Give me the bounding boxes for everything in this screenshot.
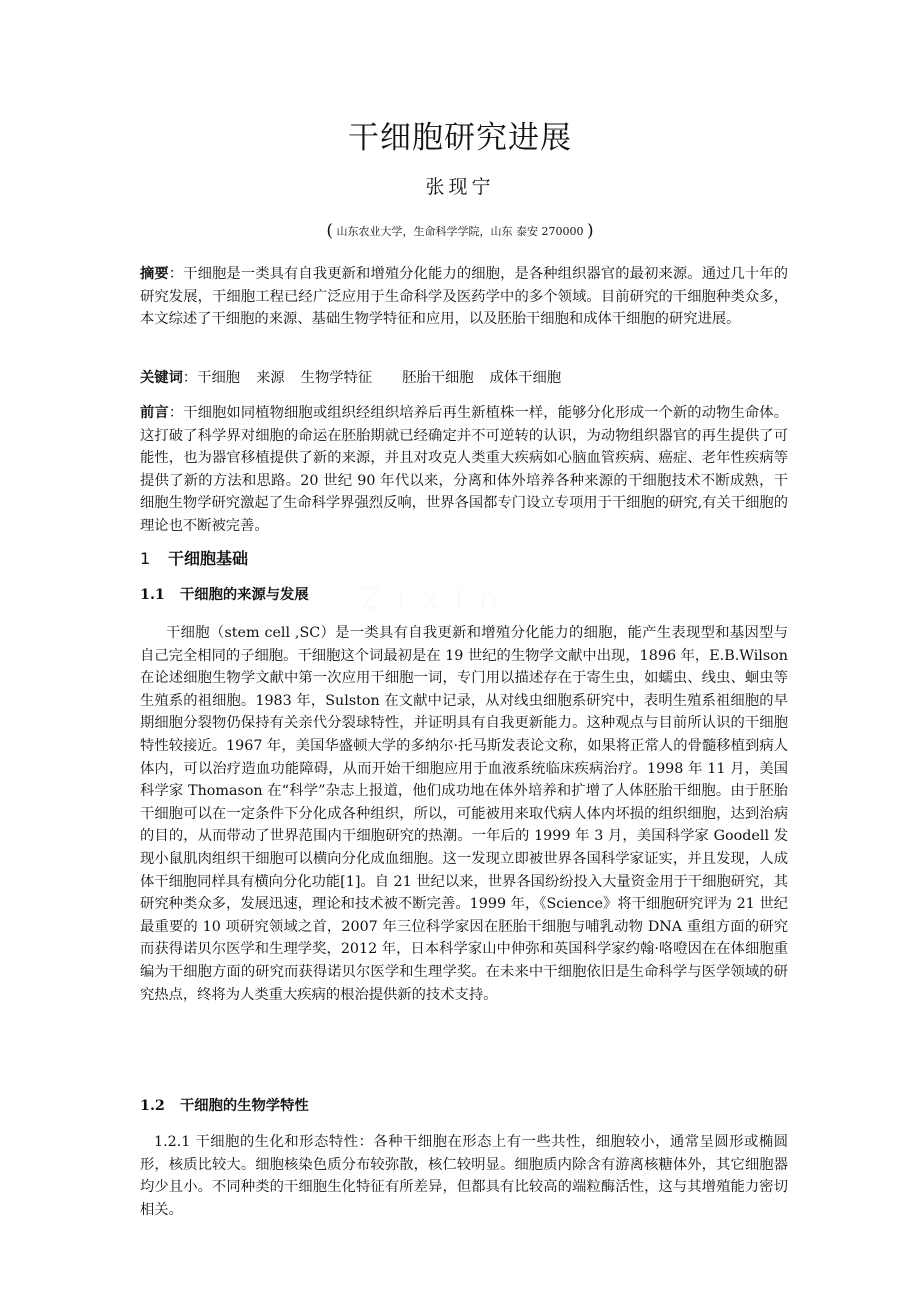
keywords (140, 367, 788, 390)
subsection-title: 干细胞的生化和形态特性 (195, 1134, 359, 1150)
keyword-item: 干细胞 (197, 370, 241, 386)
section-number: 1.2 (140, 1098, 165, 1114)
paper-title: 干细胞研究进展 (348, 120, 572, 156)
keyword-item: 生物学特征 (300, 370, 373, 386)
preface (140, 402, 788, 538)
affiliation (0, 221, 920, 241)
keyword-item: 来源 (256, 370, 285, 386)
section-number: 1 (140, 549, 151, 568)
abstract (140, 263, 788, 331)
preface-sep: ： (168, 405, 184, 421)
preface-text: 干细胞如同植物细胞或组织经组织培养后再生新植株一样，能够分化形成一个新的动物生命体。这打破了科学界对细胞的命运在胚胎期就已经确定并不可逆转的认识，为动物组织器官的再生提供了可能性，也为器官移植提供了新的来源，并且对攻克人类重大疾病如心脑血管疾病、癌症、老年性疾病等提供了新的方法和思路。20 世纪 90 年代以来，分离和体外培养各种来源的干细胞技术不断成熟，干细胞生物学研究激起了生命科学界强烈反响，世界各国都专门设立专项用于干细胞的研究,有关干细胞的理论也不断被完善。 (140, 405, 789, 534)
section-title: 干细胞的生物学特性 (180, 1098, 309, 1114)
abstract-sep: ： (168, 266, 184, 282)
section-1-heading (140, 546, 248, 569)
section-title: 干细胞的来源与发展 (180, 587, 309, 603)
keywords-label: 关键词 (140, 370, 183, 386)
subsection-sep: ： (358, 1134, 374, 1150)
section-title: 干细胞基础 (168, 549, 249, 568)
section-1-2-1-paragraph (140, 1131, 788, 1221)
affiliation-close-paren: ) (586, 221, 594, 241)
section-1-2-heading (140, 1095, 309, 1117)
abstract-text: 干细胞是一类具有自我更新和增殖分化能力的细胞，是各种组织器官的最初来源。通过几十年的研究发展，干细胞工程已经广泛应用于生命科学及医药学中的多个领域。目前研究的干细胞种类众多，本文综述了干细胞的来源、基础生物学特征和应用，以及胚胎干细胞和成体干细胞的研究进展。 (140, 266, 789, 328)
preface-label: 前言 (140, 405, 169, 421)
section-1-1-heading (140, 584, 309, 606)
keyword-item: 成体干细胞 (489, 370, 562, 386)
watermark: Zixin (360, 582, 514, 617)
keyword-item: 胚胎干细胞 (402, 370, 474, 386)
affiliation-open-paren: ( (326, 221, 333, 241)
section-1-1-paragraph: 干细胞（stem cell ,SC）是一类具有自我更新和增殖分化能力的细胞，能产生表现型和基因型与自己完全相同的子细胞。干细胞这个词最初是在 19 世纪的生物学文献中出现，1896 年，E.B.Wilson 在论述细胞生物学文献中第一次应用干细胞一词，专门用以描述存在于寄生虫，如蠕虫、线虫、蛔虫等生殖系的祖细胞。1983 年，Sulston 在文献中记录，从对线虫细胞系研究中，表明生殖系祖细胞的早期细胞分裂物仍保持有关亲代分裂球特性，并证明具有自我更新能力。这种观点与目前所认识的干细胞特性较接近。1967 年，美国华盛顿大学的多纳尔·托马斯发表论文称，如果将正常人的骨髓移植到病人体内，可以治疗造血功能障碍，从而开始干细胞应用于血液系统临床疾病治疗。1998 年 11 月，美国科学家 Thomason 在“科学”杂志上报道，他们成功地在体外培养和扩增了人体胚胎干细胞。由于胚胎干细胞可以在一定条件下分化成各种组织，所以，可能被用来取代病人体内坏损的组织细胞，达到治病的目的，从而带动了世界范围内干细胞研究的热潮。一年后的 1999 年 3 月，美国科学家 Goodell 发现小鼠肌肉组织干细胞可以横向分化成血细胞。这一发现立即被世界各国科学家证实，并且发现，人成体干细胞同样具有横向分化功能[1]。自 21 世纪以来，世界各国纷纷投入大量资金用于干细胞研究，其研究种类众多，发展迅速，理论和技术被不断完善。1999 年，《Science》将干细胞研究评为 21 世纪最重要的 10 项研究领域之首，2007 年三位科学家因在胚胎干细胞与哺乳动物 DNA 重组方面的研究而获得诺贝尔医学和生理学奖，2012 年，日本科学家山中伸弥和英国科学家约翰·咯噔因在在体细胞重编为干细胞方面的研究而获得诺贝尔医学和生理学奖。在未来中干细胞依旧是生命科学与医学领域的研究热点，终将为人类重大疾病的根治提供新的技术支持。 (140, 625, 788, 1003)
affiliation-text: 山东农业大学，生命科学学院，山东 泰安 270000 (336, 225, 584, 238)
keywords-sep: ： (182, 370, 198, 386)
subsection-number: 1.2.1 (154, 1134, 191, 1150)
author-name: 张现宁 (425, 176, 495, 198)
subsection-text: 各种干细胞在形态上有一些共性，细胞较小，通常呈圆形或椭圆形，核质比较大。细胞核染色质分布较弥散，核仁较明显。细胞质内除含有游离核糖体外，其它细胞器均少且小。不同种类的干细胞生化特征有所差异，但都具有比较高的端粒酶活性，这与其增殖能力密切相关。 (140, 1134, 789, 1218)
section-number: 1.1 (140, 587, 165, 603)
abstract-label: 摘要 (140, 266, 169, 282)
